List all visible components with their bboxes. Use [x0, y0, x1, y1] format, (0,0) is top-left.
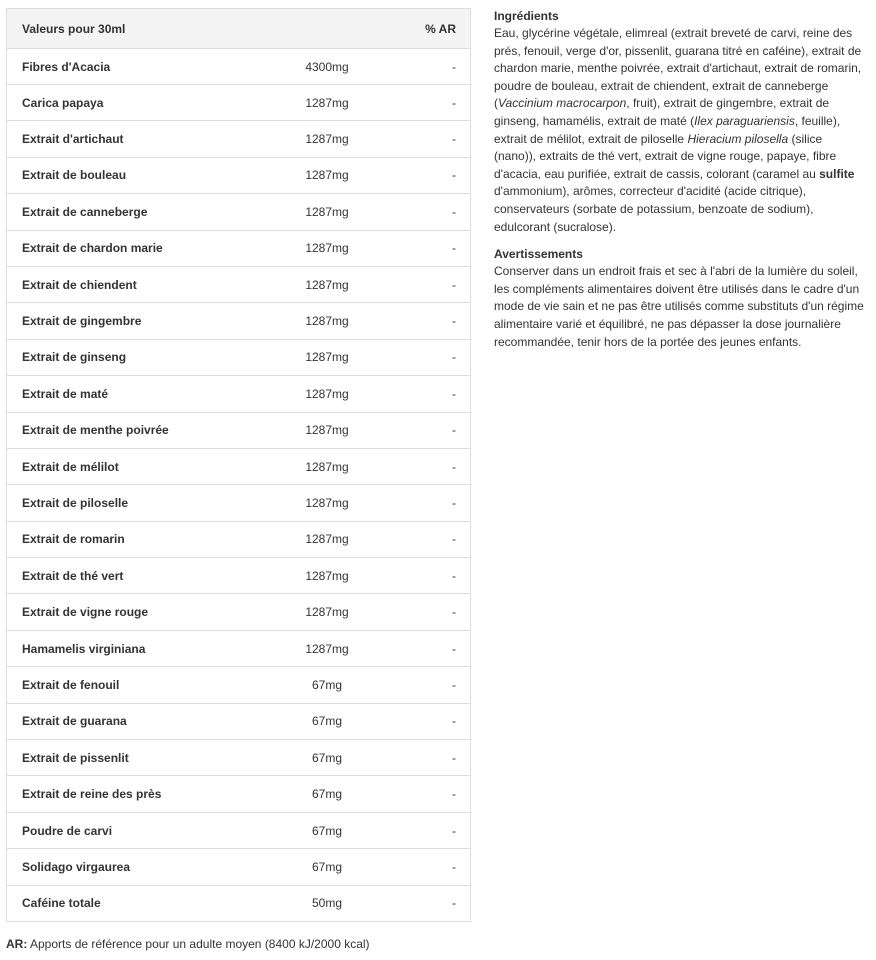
footnote: [6, 937, 370, 951]
row-value: 67mg: [252, 849, 402, 885]
row-value: 1287mg: [252, 521, 402, 557]
row-name: Extrait de menthe poivrée: [7, 412, 253, 448]
ingredients-segment: , fruit), extrait de gingembre, extrait de ginseng, hamamélis, extrait de maté (: [494, 96, 830, 128]
table-row: [7, 194, 471, 230]
row-ar: -: [402, 776, 471, 812]
row-ar: -: [402, 594, 471, 630]
table-row: [7, 157, 471, 193]
table-row: [7, 376, 471, 412]
ingredients-segment: Hieracium pilosella: [687, 131, 789, 146]
row-ar: -: [402, 558, 471, 594]
row-ar: -: [402, 485, 471, 521]
row-name: Fibres d'Acacia: [7, 49, 253, 85]
row-value: 67mg: [252, 703, 402, 739]
row-name: Extrait de piloselle: [7, 485, 253, 521]
row-name: Solidago virgaurea: [7, 849, 253, 885]
row-ar: -: [402, 448, 471, 484]
table-row: [7, 49, 471, 85]
table-row: [7, 812, 471, 848]
row-name: Extrait de chardon marie: [7, 230, 253, 266]
row-value: 1287mg: [252, 121, 402, 157]
row-value: 4300mg: [252, 49, 402, 85]
ingredients-segment: Ilex paraguariensis: [694, 113, 795, 128]
table-row: [7, 412, 471, 448]
ingredients-segment: Eau, glycérine végétale, elimreal (extrait breveté de carvi, reine des prés, fenouil, verge d'or, pissenlit, guarana titré en caféine), extrait de chardon marie, menthe poivrée, extrait d'artichaut, extrait de romarin, poudre de bouleau, extrait de chiendent, extrait de canneberge (: [494, 26, 862, 111]
row-name: Extrait de canneberge: [7, 194, 253, 230]
row-ar: -: [402, 412, 471, 448]
row-ar: -: [402, 266, 471, 302]
header-name: Valeurs pour 30ml: [7, 9, 253, 49]
nutrition-table: [6, 8, 471, 922]
row-value: 67mg: [252, 667, 402, 703]
row-ar: -: [402, 157, 471, 193]
row-value: 1287mg: [252, 558, 402, 594]
product-info-panel: [494, 8, 864, 361]
row-value: 1287mg: [252, 376, 402, 412]
row-name: Extrait de romarin: [7, 521, 253, 557]
table-row: [7, 740, 471, 776]
row-value: 1287mg: [252, 266, 402, 302]
table-row: [7, 630, 471, 666]
row-ar: -: [402, 630, 471, 666]
ingredients-text: [494, 25, 864, 236]
row-value: 1287mg: [252, 448, 402, 484]
row-name: Extrait de bouleau: [7, 157, 253, 193]
row-ar: -: [402, 849, 471, 885]
row-value: 1287mg: [252, 303, 402, 339]
row-name: Carica papaya: [7, 85, 253, 121]
row-ar: -: [402, 230, 471, 266]
row-value: 1287mg: [252, 485, 402, 521]
table-row: [7, 849, 471, 885]
row-name: Caféine totale: [7, 885, 253, 921]
row-ar: -: [402, 194, 471, 230]
nutrition-table-container: [6, 8, 471, 922]
table-row: [7, 121, 471, 157]
row-name: Extrait de pissenlit: [7, 740, 253, 776]
ingredients-segment: , feuille), extrait de mélilot, extrait de piloselle: [494, 113, 841, 146]
table-row: [7, 448, 471, 484]
row-ar: -: [402, 85, 471, 121]
table-row: [7, 521, 471, 557]
table-row: [7, 594, 471, 630]
row-name: Hamamelis virginiana: [7, 630, 253, 666]
warnings-text: Conserver dans un endroit frais et sec à l'abri de la lumière du soleil, les compléments alimentaires doivent être utilisés dans le cadre d'un mode de vie sain et ne pas être utilisés comme substituts d'un régime alimentaire varié et équilibré, ne pas dépasser la dose journalière recommandée, tenir hors de la portée des jeunes enfants.: [494, 264, 864, 349]
header-ar: % AR: [402, 9, 471, 49]
ingredients-title: Ingrédients: [494, 9, 559, 23]
row-name: Extrait de ginseng: [7, 339, 253, 375]
row-value: 1287mg: [252, 339, 402, 375]
row-name: Extrait de mélilot: [7, 448, 253, 484]
row-name: Extrait de thé vert: [7, 558, 253, 594]
header-value: [252, 9, 402, 49]
row-value: 1287mg: [252, 230, 402, 266]
row-ar: -: [402, 49, 471, 85]
table-row: [7, 303, 471, 339]
row-value: 1287mg: [252, 630, 402, 666]
footnote-text: Apports de référence pour un adulte moyen (8400 kJ/2000 kcal): [27, 937, 370, 951]
row-name: Poudre de carvi: [7, 812, 253, 848]
row-ar: -: [402, 121, 471, 157]
warnings-title: Avertissements: [494, 247, 583, 262]
row-value: 1287mg: [252, 85, 402, 121]
row-ar: -: [402, 885, 471, 921]
row-ar: -: [402, 667, 471, 703]
row-ar: -: [402, 703, 471, 739]
row-ar: -: [402, 521, 471, 557]
row-name: Extrait de chiendent: [7, 266, 253, 302]
footnote-label: AR:: [6, 937, 28, 951]
table-row: [7, 558, 471, 594]
row-ar: -: [402, 376, 471, 412]
row-name: Extrait de fenouil: [7, 667, 253, 703]
ingredients-segment: (silice (nano)), extraits de thé vert, extrait de vigne rouge, papaye, fibre d'acacia, eau purifiée, extrait de cassis, colorant (caramel au: [494, 131, 837, 181]
row-value: 1287mg: [252, 412, 402, 448]
ingredients-segment: Vaccinium macrocarpon: [498, 96, 627, 111]
row-ar: -: [402, 339, 471, 375]
table-body: [7, 49, 471, 922]
row-value: 50mg: [252, 885, 402, 921]
table-row: [7, 339, 471, 375]
table-row: [7, 776, 471, 812]
row-name: Extrait de vigne rouge: [7, 594, 253, 630]
row-ar: -: [402, 812, 471, 848]
row-value: 1287mg: [252, 194, 402, 230]
row-name: Extrait de guarana: [7, 703, 253, 739]
row-name: Extrait de gingembre: [7, 303, 253, 339]
row-value: 1287mg: [252, 594, 402, 630]
table-row: [7, 667, 471, 703]
ingredients-segment: sulfite: [819, 166, 855, 181]
table-header-row: [7, 9, 471, 49]
row-name: Extrait de reine des près: [7, 776, 253, 812]
row-ar: -: [402, 303, 471, 339]
table-row: [7, 703, 471, 739]
row-value: 1287mg: [252, 157, 402, 193]
table-row: [7, 885, 471, 921]
row-value: 67mg: [252, 812, 402, 848]
row-name: Extrait de maté: [7, 376, 253, 412]
table-row: [7, 230, 471, 266]
row-value: 67mg: [252, 776, 402, 812]
ingredients-segment: d'ammonium), arômes, correcteur d'acidité (acide citrique), conservateurs (sorbate de potassium, benzoate de sodium), edulcorant (sucralose).: [494, 184, 814, 234]
row-ar: -: [402, 740, 471, 776]
table-row: [7, 485, 471, 521]
row-name: Extrait d'artichaut: [7, 121, 253, 157]
table-row: [7, 266, 471, 302]
table-row: [7, 85, 471, 121]
row-value: 67mg: [252, 740, 402, 776]
